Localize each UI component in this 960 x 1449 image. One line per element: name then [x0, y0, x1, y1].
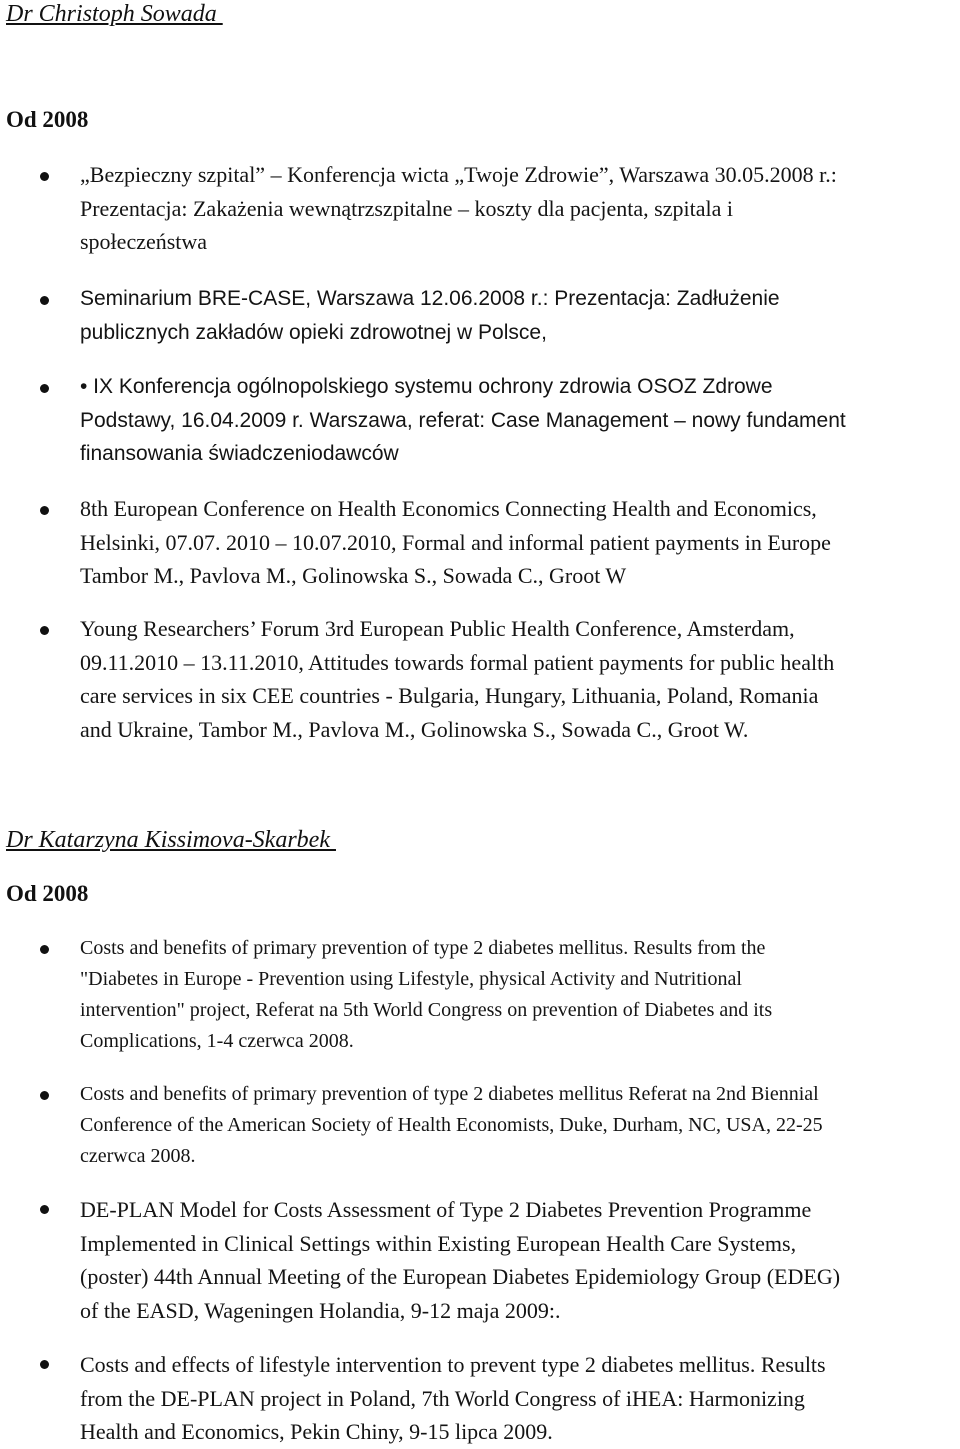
- item-line: Costs and effects of lifestyle intervention to prevent type 2 diabetes mellitus. Results: [80, 1352, 826, 1377]
- item-line: 8th European Conference on Health Economics Connecting Health and Economics,: [80, 496, 817, 521]
- item-line: 09.11.2010 – 13.11.2010, Attitudes towards formal patient payments for public health: [80, 649, 835, 675]
- bullet-icon: [40, 1360, 49, 1369]
- person-name-heading: Dr Christoph Sowada: [6, 1, 223, 27]
- item-line: Conference of the American Society of Health Economists, Duke, Durham, NC, USA, 22-25: [80, 1114, 823, 1136]
- item-line: Prezentacja: Zakażenia wewnątrzszpitalne – koszty dla pacjenta, szpitala i: [80, 195, 733, 221]
- item-line: Young Researchers’ Forum 3rd European Public Health Conference, Amsterdam,: [80, 616, 795, 641]
- item-line: DE-PLAN Model for Costs Assessment of Type 2 Diabetes Prevention Programme: [80, 1197, 812, 1222]
- item-line: of the EASD, Wageningen Holandia, 9-12 maja 2009:.: [80, 1297, 561, 1323]
- bullet-icon: [40, 384, 49, 393]
- bullet-icon: [40, 296, 49, 305]
- item-line: finansowania świadczeniodawców: [80, 442, 399, 465]
- period-heading: Od 2008: [6, 107, 89, 132]
- bullet-icon: [40, 506, 49, 515]
- list-item: [80, 1193, 840, 1327]
- period-heading: Od 2008: [6, 881, 89, 906]
- bullet-icon: [40, 945, 49, 954]
- item-line: Helsinki, 07.07. 2010 – 10.07.2010, Formal and informal patient payments in Europe: [80, 529, 831, 555]
- item-line: intervention" project, Referat na 5th World Congress on prevention of Diabetes and its: [80, 999, 773, 1021]
- item-line: • IX Konferencja ogólnopolskiego systemu ochrony zdrowia OSOZ Zdrowe: [80, 375, 773, 398]
- item-line: Costs and benefits of primary prevention of type 2 diabetes mellitus. Results from the: [80, 937, 766, 959]
- item-line: from the DE-PLAN project in Poland, 7th World Congress of iHEA: Harmonizing: [80, 1385, 805, 1411]
- item-line: Podstawy, 16.04.2009 r. Warszawa, referat: Case Management – nowy fundament: [80, 408, 846, 432]
- list-item: [80, 1079, 823, 1172]
- item-line: Costs and benefits of primary prevention of type 2 diabetes mellitus Referat na 2nd Biennial: [80, 1083, 819, 1105]
- list-item: [80, 282, 780, 349]
- person-name-heading: Dr Katarzyna Kissimova-Skarbek: [6, 827, 336, 853]
- list-item: [80, 492, 831, 593]
- item-line: care services in six CEE countries - Bulgaria, Hungary, Lithuania, Poland, Romania: [80, 683, 819, 708]
- item-line: Implemented in Clinical Settings within Existing European Health Care Systems,: [80, 1230, 797, 1256]
- item-line: (poster) 44th Annual Meeting of the European Diabetes Epidemiology Group (EDEG): [80, 1264, 841, 1289]
- list-item: [80, 370, 846, 471]
- item-line: "Diabetes in Europe - Prevention using Lifestyle, physical Activity and Nutritional: [80, 968, 742, 990]
- bullet-icon: [40, 626, 49, 635]
- item-line: „Bezpieczny szpital” – Konferencja wicta „Twoje Zdrowie”, Warszawa 30.05.2008 r.:: [80, 162, 837, 187]
- bullet-icon: [40, 1091, 49, 1100]
- item-line: and Ukraine, Tambor M., Pavlova M., Golinowska S., Sowada C., Groot W.: [80, 716, 749, 742]
- item-line: Health and Economics, Pekin Chiny, 9-15 lipca 2009.: [80, 1419, 553, 1444]
- bullet-icon: [40, 1205, 49, 1214]
- item-line: czerwca 2008.: [80, 1145, 196, 1167]
- item-line: Tambor M., Pavlova M., Golinowska S., Sowada C., Groot W: [80, 563, 627, 588]
- list-item: [80, 933, 772, 1057]
- item-line: społeczeństwa: [80, 229, 208, 254]
- item-line: Complications, 1-4 czerwca 2008.: [80, 1030, 354, 1052]
- bullet-icon: [40, 172, 49, 181]
- list-item: [80, 158, 837, 259]
- list-item: [80, 1348, 826, 1449]
- list-item: [80, 612, 834, 746]
- item-line: publicznych zakładów opieki zdrowotnej w Polsce,: [80, 320, 547, 344]
- item-line: Seminarium BRE-CASE, Warszawa 12.06.2008 r.: Prezentacja: Zadłużenie: [80, 287, 780, 310]
